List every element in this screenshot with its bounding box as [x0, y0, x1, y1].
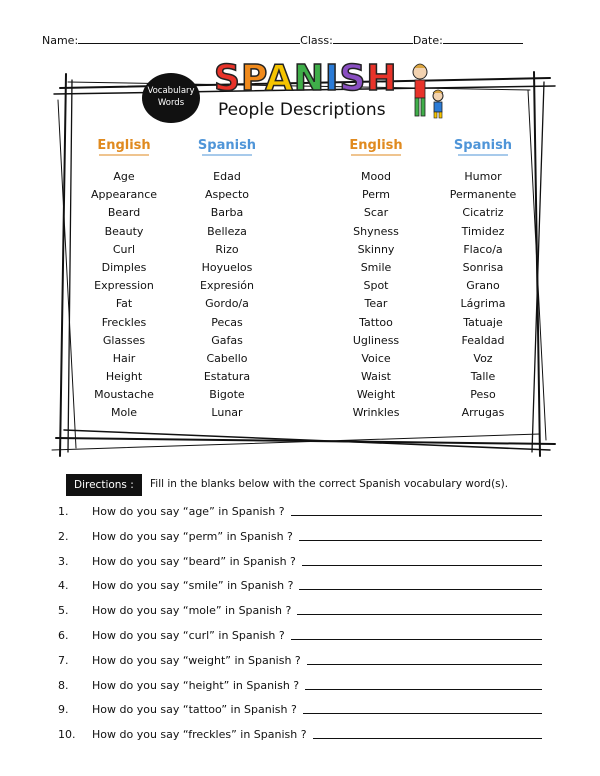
- english-word: Voice: [361, 351, 391, 365]
- header-fields: [42, 34, 552, 47]
- english-word: Perm: [361, 188, 391, 202]
- spanish-word: Talle: [470, 370, 496, 384]
- question-list: [58, 505, 548, 753]
- question-text: How do you say “height” in Spanish ?: [92, 678, 300, 692]
- english-word: Tattoo: [359, 315, 393, 329]
- title-letter: I: [325, 58, 340, 99]
- question-number: 6.: [58, 628, 69, 642]
- question-text: How do you say “age” in Spanish ?: [92, 505, 285, 518]
- english-word: Mood: [361, 170, 391, 183]
- question-row: [58, 703, 548, 728]
- title-letter: S: [339, 58, 367, 99]
- date-field[interactable]: [443, 34, 523, 44]
- english-word: Waist: [360, 370, 391, 384]
- english-word: Height: [105, 370, 143, 384]
- spanish-word: Aspecto: [204, 188, 250, 202]
- english-word: Shyness: [353, 224, 399, 238]
- answer-blank[interactable]: [303, 713, 542, 714]
- question-row: [58, 530, 548, 555]
- english-word: Weight: [356, 388, 396, 402]
- column-header-english-2: English: [321, 138, 431, 156]
- spanish-word: Permanente: [449, 188, 517, 202]
- question-number: 4.: [58, 579, 69, 593]
- english-word: Glasses: [102, 333, 146, 347]
- spanish-word: Timidez: [461, 224, 505, 238]
- question-number: 5.: [58, 604, 69, 618]
- page-title: [214, 58, 398, 99]
- spanish-word: Flaco/a: [463, 242, 503, 256]
- spanish-word: Gafas: [211, 333, 243, 347]
- question-text: How do you say “smile” in Spanish ?: [92, 579, 294, 593]
- badge-line-2: Words: [157, 98, 185, 108]
- english-word: Appearance: [90, 188, 158, 202]
- spanish-word: Sonrisa: [462, 260, 504, 274]
- column-header-english-1: English: [69, 138, 179, 156]
- question-row: [58, 654, 548, 679]
- question-text: How do you say “tattoo” in Spanish ?: [92, 703, 297, 717]
- spanish-word: Lunar: [211, 406, 243, 420]
- english-word: Hair: [112, 351, 136, 365]
- answer-blank[interactable]: [307, 664, 542, 665]
- english-word: Curl: [112, 242, 136, 256]
- question-number: 3.: [58, 554, 69, 568]
- title-letter: A: [265, 58, 294, 99]
- title-letter: P: [240, 58, 266, 99]
- question-row: [58, 604, 548, 629]
- name-field[interactable]: [78, 34, 300, 44]
- spanish-word: Humor: [464, 170, 502, 183]
- english-column-2: [321, 168, 431, 423]
- spanish-word: Bigote: [209, 388, 245, 402]
- answer-blank[interactable]: [299, 540, 542, 541]
- english-word: Ugliness: [352, 333, 400, 347]
- people-illustration: [408, 62, 448, 122]
- answer-blank[interactable]: [302, 565, 542, 566]
- spanish-word: Belleza: [207, 224, 247, 238]
- spanish-word: Cabello: [206, 351, 248, 365]
- english-word: Wrinkles: [352, 406, 400, 420]
- question-text: How do you say “freckles” in Spanish ?: [92, 728, 307, 742]
- spanish-word: Tatuaje: [463, 315, 503, 329]
- class-label: Class:: [300, 34, 333, 47]
- spanish-word: Barba: [210, 206, 244, 220]
- question-number: 7.: [58, 653, 69, 667]
- answer-blank[interactable]: [291, 515, 542, 516]
- answer-blank[interactable]: [297, 614, 542, 615]
- spanish-word: Expresión: [200, 279, 254, 293]
- question-row: [58, 728, 548, 753]
- title-letter: N: [293, 58, 326, 99]
- question-text: How do you say “beard” in Spanish ?: [92, 554, 296, 568]
- spanish-word: Rizo: [215, 242, 239, 256]
- spanish-word: Hoyuelos: [201, 260, 253, 274]
- english-word: Tear: [364, 297, 388, 311]
- question-text: How do you say “perm” in Spanish ?: [92, 529, 293, 543]
- answer-blank[interactable]: [305, 689, 542, 690]
- english-word: Scar: [363, 206, 389, 220]
- english-word: Beauty: [104, 224, 144, 238]
- page-subtitle: People Descriptions: [218, 100, 386, 120]
- question-text: How do you say “curl” in Spanish ?: [92, 628, 285, 642]
- spanish-word: Gordo/a: [205, 297, 249, 311]
- question-number: 8.: [58, 678, 69, 692]
- question-number: 1.: [58, 505, 69, 518]
- directions-label: Directions :: [66, 474, 142, 496]
- title-letter: H: [366, 58, 398, 99]
- english-word: Spot: [363, 279, 389, 293]
- english-word: Age: [113, 170, 135, 183]
- spanish-word: Edad: [213, 170, 241, 183]
- spanish-word: Estatura: [203, 370, 251, 384]
- spanish-word: Arrugas: [461, 406, 505, 420]
- column-header-spanish-2: Spanish: [428, 138, 538, 156]
- question-text: How do you say “weight” in Spanish ?: [92, 653, 301, 667]
- english-word: Smile: [360, 260, 392, 274]
- english-word: Beard: [107, 206, 141, 220]
- question-number: 10.: [58, 728, 76, 742]
- answer-blank[interactable]: [299, 589, 542, 590]
- spanish-word: Voz: [473, 351, 493, 365]
- badge-line-1: Vocabulary: [147, 86, 195, 96]
- question-row: [58, 679, 548, 704]
- class-field[interactable]: [333, 34, 413, 44]
- spanish-word: Cicatriz: [462, 206, 504, 220]
- question-text: How do you say “mole” in Spanish ?: [92, 604, 292, 618]
- english-column-1: [69, 168, 179, 423]
- answer-blank[interactable]: [313, 738, 542, 739]
- spanish-word: Lágrima: [460, 297, 506, 311]
- english-word: Dimples: [101, 260, 147, 274]
- spanish-word: Grano: [466, 279, 500, 293]
- spanish-column-1: [172, 168, 282, 423]
- date-label: Date:: [412, 34, 443, 47]
- english-word: Skinny: [357, 242, 395, 256]
- spanish-column-2: [428, 168, 538, 423]
- english-word: Mole: [110, 406, 138, 420]
- question-number: 9.: [58, 703, 69, 717]
- english-word: Moustache: [94, 388, 154, 402]
- english-word: Freckles: [101, 315, 147, 329]
- directions-text: Fill in the blanks below with the correct Spanish vocabulary word(s).: [150, 478, 509, 490]
- title-letter: S: [214, 58, 241, 99]
- english-word: Fat: [115, 297, 133, 311]
- question-row: [58, 579, 548, 604]
- spanish-word: Fealdad: [461, 333, 505, 347]
- question-row: [58, 555, 548, 580]
- answer-blank[interactable]: [291, 639, 542, 640]
- column-header-spanish-1: Spanish: [172, 138, 282, 156]
- spanish-word: Peso: [470, 388, 496, 402]
- question-row: [58, 629, 548, 654]
- name-label: Name:: [42, 34, 79, 47]
- question-number: 2.: [58, 529, 69, 543]
- spanish-word: Pecas: [211, 315, 243, 329]
- directions-bar: [66, 474, 546, 496]
- vocabulary-words-badge: [142, 73, 200, 123]
- english-word: Expression: [94, 279, 154, 293]
- question-row: [58, 505, 548, 530]
